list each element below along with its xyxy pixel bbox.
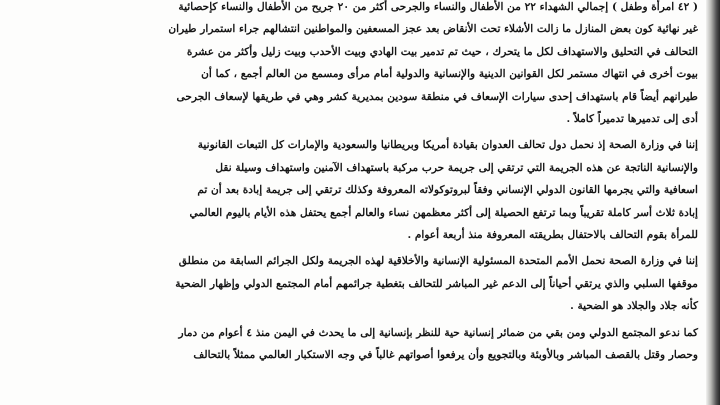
text-line: كأنه جلاد والجلاد هو الضحية . <box>570 300 698 313</box>
text-line: إننا في وزارة الصحة إذ نحمل دول تحالف العدوان بقيادة أمريكا وبريطانيا والسعودية والإمارات كل التبعات القانونية <box>197 139 698 152</box>
text-line: موقفها السلبي والذي يرتقي أحياناً إلى الدعم غير المباشر للتحالف بتغطية جرائمهم أمام المجتمع الدولي وإظهار الضحية <box>175 277 698 290</box>
text-line: وحصار وقتل بالقصف المباشر وبالأوبئة وبالتجويع وأن يرفعوا أصواتهم غالباً في وجه الاستكبار العالمي ممثلاً بالتحالف <box>193 349 698 362</box>
text-line: للمرأة بقوم التحالف بالاحتفال بطريقته المعروفة منذ أربعة أعوام . <box>407 229 698 242</box>
paragraph-casualties <box>22 0 698 130</box>
text-line: إبادة ثلاث أسر كاملة تقريباً وبما ترتفع الحصيلة إلى أكثر معظمهن نساء والعالم أجمع يحتفل هذه الأيام باليوم العالمي <box>189 206 698 219</box>
document-body <box>22 0 698 367</box>
text-line: غير نهائية كون بعض المنازل ما زالت الأشلاء تحت الأنقاض بعد عجز المسعفين والمواطنين انتشالهم جراء استمرار طيران <box>168 23 698 36</box>
paragraph-ministry-holds-un <box>22 250 698 317</box>
text-line: كما ندعو المجتمع الدولي ومن بقي من ضمائر إنسانية حية للنظر بإنسانية إلى ما يحدث في اليمن منذ ٤ أعوام من دمار <box>178 326 698 339</box>
text-line: إننا في وزارة الصحة نحمل الأمم المتحدة المسئولية الإنسانية والأخلاقية لهذه الجريمة ولكل الجرائم السابقة من منطلق <box>178 255 698 268</box>
text-line: طيرانهم أيضاً قام باستهداف إحدى سيارات الإسعاف في منطقة سودين بمديرية كشر وهي في طريقها لإسعاف الجرحى <box>176 90 698 103</box>
text-line: والإنسانية الناتجة عن هذه الجريمة التي ترتقي إلى جريمة حرب مركبة باستهداف الآمنين واستهداف وسيلة نقل <box>215 161 698 174</box>
paragraph-ministry-holds-coalition <box>22 134 698 246</box>
text-line: أدى إلى تدميرها تدميراً كاملاً . <box>566 113 698 126</box>
text-line: التحالف في التحليق والاستهداف لكل ما يتحرك ، حيث تم تدمير بيت الهادي وبيت الأحدب وبيت زليل وأكثر من عشرة <box>186 45 698 58</box>
text-line: اسعافية والتي يجرمها القانون الدولي الإنساني وفقاً لبروتوكولاته المعروفة وكذلك ترتقي إلى جريمة إبادة بعد أن تم <box>197 184 698 197</box>
paragraph-call-to-international-community <box>22 322 698 367</box>
text-line: بيوت أخرى في انتهاك مستمر لكل القوانين الدينية والإنسانية والدولية أمام مرأى ومسمع من العالم أجمع ، كما أن <box>201 68 698 81</box>
scan-edge-shadow <box>706 0 720 405</box>
text-line: ( ٤٢ امرأة وطفل ) إجمالي الشهداء ٢٢ من الأطفال والنساء والجرحى أكثر من ٢٠ جريح من الأطفال والنساء كإحصائية <box>178 1 698 13</box>
